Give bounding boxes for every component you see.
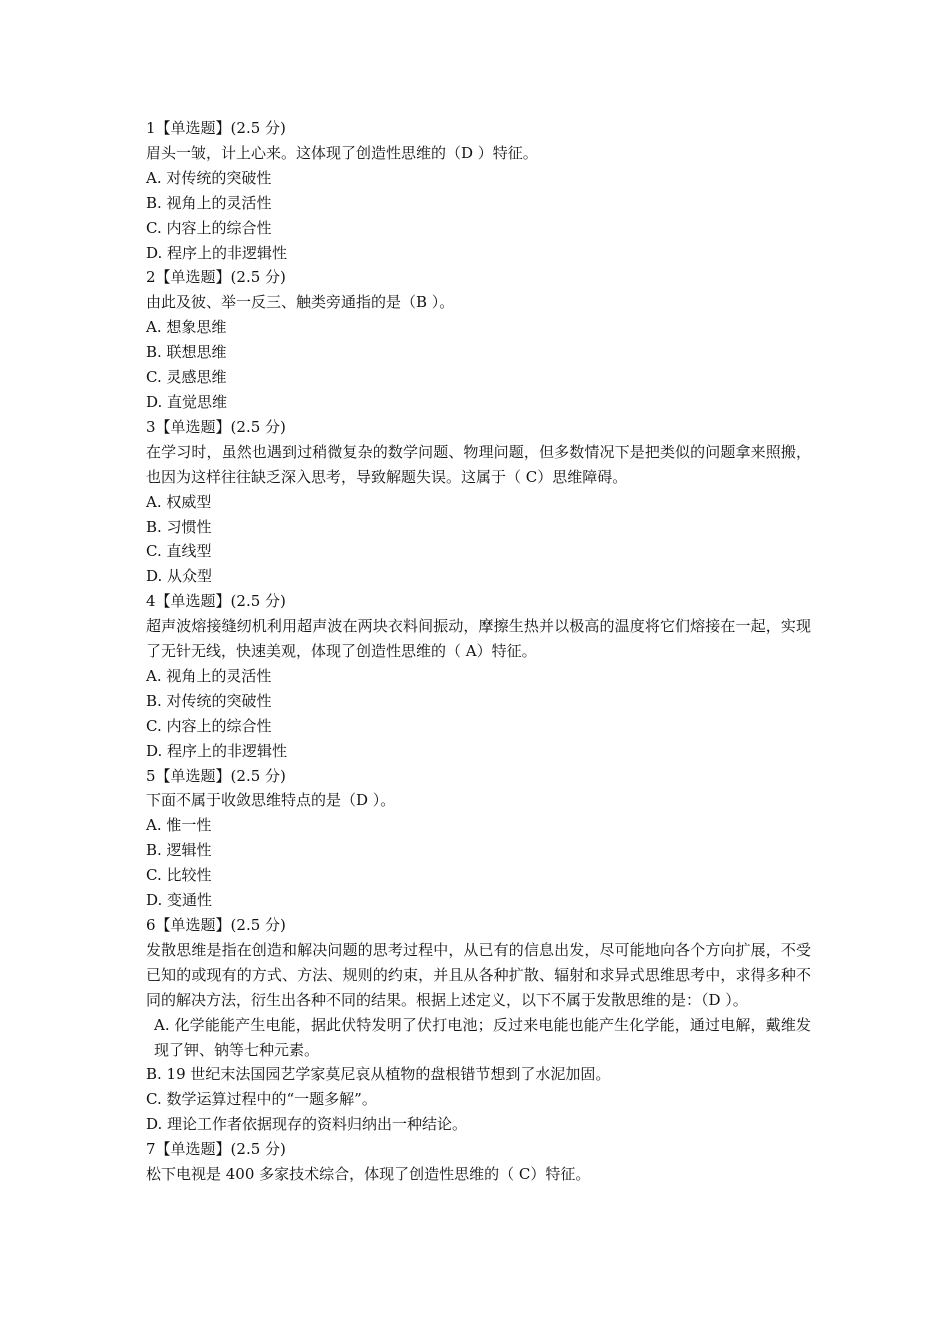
question-header: 6【单选题】(2.5 分) <box>146 916 286 934</box>
option-a: A. 权威型 <box>146 492 212 511</box>
option-d: D. 程序上的非逻辑性 <box>146 243 288 262</box>
question-5 <box>146 764 811 913</box>
option-c: C. 内容上的综合性 <box>146 218 272 237</box>
option-b: B. 联想思维 <box>146 343 227 362</box>
option-d: D. 从众型 <box>146 567 213 586</box>
option-d: D. 理论工作者依据现存的资料归纳出一种结论。 <box>146 1115 468 1134</box>
question-stem: 由此及彼、举一反三、触类旁通指的是（B ）。 <box>146 293 455 312</box>
document-page <box>146 116 811 1187</box>
question-header: 7【单选题】(2.5 分) <box>146 1140 286 1159</box>
question-1 <box>146 116 811 265</box>
question-stem: 发散思维是指在创造和解决问题的思考过程中，从已有的信息出发，尽可能地向各个方向扩展，不受已知的或现有的方式、方法、规则的约束，并且从各种扩散、辐射和求异式思维思考中，求得多种不同的解决方法，衍生出各种不同的结果。根据上述定义，以下不属于发散思维的是：（D ）。 <box>146 940 811 1009</box>
question-header: 1【单选题】(2.5 分) <box>146 119 286 137</box>
question-2 <box>146 265 811 414</box>
option-b: B. 对传统的突破性 <box>146 691 272 710</box>
question-header: 4【单选题】(2.5 分) <box>146 592 286 611</box>
question-header: 5【单选题】(2.5 分) <box>146 766 286 785</box>
question-header: 3【单选题】(2.5 分) <box>146 417 286 436</box>
option-d: D. 变通性 <box>146 891 213 910</box>
option-c: C. 比较性 <box>146 866 212 885</box>
option-c: C. 直线型 <box>146 542 212 561</box>
option-b: B. 19 世纪末法国园艺学家莫尼哀从植物的盘根错节想到了水泥加固。 <box>146 1065 611 1084</box>
option-a: A. 对传统的突破性 <box>146 168 272 187</box>
question-header: 2【单选题】(2.5 分) <box>146 268 286 287</box>
option-c: C. 内容上的综合性 <box>146 716 272 735</box>
option-b: B. 视角上的灵活性 <box>146 193 272 212</box>
option-b: B. 习惯性 <box>146 517 212 536</box>
question-stem: 松下电视是 400 多家技术综合，体现了创造性思维的（ C）特征。 <box>146 1165 591 1184</box>
question-6 <box>146 913 811 1137</box>
question-stem: 在学习时，虽然也遇到过稍微复杂的数学问题、物理问题，但多数情况下是把类似的问题拿来照搬，也因为这样往往缺乏深入思考，导致解题失误。这属于（ C）思维障碍。 <box>146 442 811 486</box>
option-b: B. 逻辑性 <box>146 841 212 860</box>
option-a: A. 想象思维 <box>146 318 227 337</box>
question-stem: 眉头一皱，计上心来。这体现了创造性思维的（D ）特征。 <box>146 143 538 162</box>
option-a: A. 惟一性 <box>146 816 212 835</box>
option-a: A. 视角上的灵活性 <box>146 666 272 685</box>
question-3 <box>146 415 811 589</box>
question-stem: 下面不属于收敛思维特点的是（D ）。 <box>146 791 396 810</box>
question-7 <box>146 1137 811 1187</box>
question-stem: 超声波熔接缝纫机利用超声波在两块衣料间振动，摩擦生热并以极高的温度将它们熔接在一起，实现了无针无线，快速美观，体现了创造性思维的（ A）特征。 <box>146 617 811 661</box>
option-d: D. 程序上的非逻辑性 <box>146 741 288 760</box>
option-c: C. 灵感思维 <box>146 368 227 387</box>
option-a: A. 化学能能产生电能，据此伏特发明了伏打电池；反过来电能也能产生化学能，通过电解，戴维发现了钾、钠等七种元素。 <box>154 1015 811 1059</box>
option-d: D. 直觉思维 <box>146 392 228 411</box>
question-4 <box>146 589 811 763</box>
option-c: C. 数学运算过程中的“一题多解”。 <box>146 1090 377 1109</box>
